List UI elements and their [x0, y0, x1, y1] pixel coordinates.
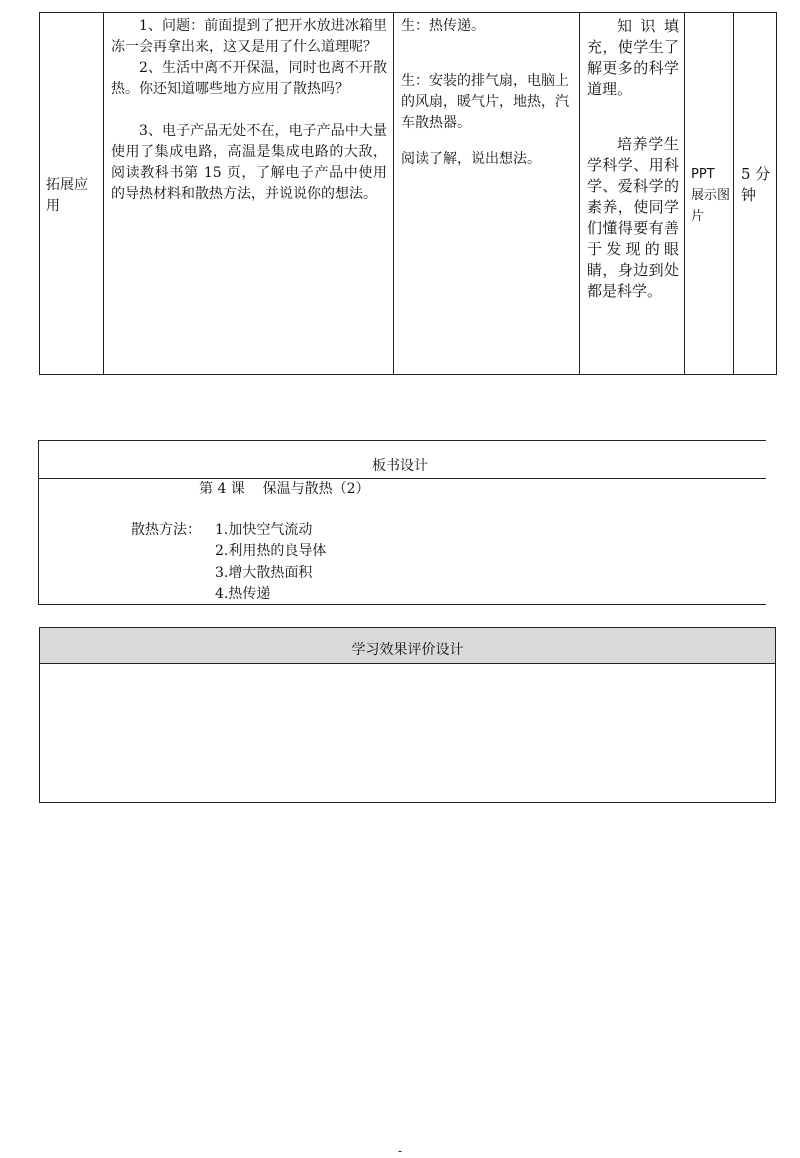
table-col-border [579, 12, 580, 375]
student-activities [401, 16, 575, 170]
teacher-activity-item: 1、问题：前面提到了把开水放进冰箱里冻一会再拿出来，这又是用了什么道理呢？ [111, 18, 387, 55]
page-number: - [398, 1144, 403, 1158]
board-divider [38, 478, 766, 479]
teacher-activity-item: 2、生活中离不开保温，同时也离不开散热。你还知道哪些地方应用了散热吗？ [111, 60, 387, 97]
evaluation-title: 学习效果评价设计 [351, 642, 464, 658]
student-activity-item: 生：安装的排气扇，电脑上的风扇，暖气片，地热，汽车散热器。 [401, 73, 569, 131]
methods-label: 散热方法： [131, 522, 201, 538]
board-bottom-border [38, 604, 766, 605]
blank-line [111, 100, 387, 121]
evaluation-top-border [39, 627, 776, 628]
student-activity-item: 阅读了解，说出想法。 [401, 151, 541, 167]
section-label: 拓展应用 [46, 177, 88, 214]
lesson-line: 第 4 课 保温与散热（2） [199, 481, 370, 497]
table-col-border [393, 12, 394, 375]
table-col-border [733, 12, 734, 375]
evaluation-body [40, 664, 775, 802]
design-intent-item: 培养学生学科学、用科学、爱科学的素养，使同学们懂得要有善于发现的眼睛，身边到处都是科学。 [587, 135, 679, 300]
table-top-border [39, 12, 777, 13]
table-col-border [776, 12, 777, 375]
evaluation-bottom-border [39, 802, 776, 803]
table-bottom-border [39, 374, 777, 375]
teacher-activities [111, 16, 387, 205]
design-intent-item: 知识填充，使学生了解更多的科学道理。 [587, 17, 679, 98]
time-cell: 5 分钟 [741, 165, 771, 204]
student-activity-item: 生：热传递。 [401, 18, 485, 34]
table-col-border [103, 12, 104, 375]
teacher-activity-item: 3、电子产品无处不在，电子产品中大量使用了集成电路，高温是集成电路的大敌，阅读教科书第 15 页，了解电子产品中使用的导热材料和散热方法，并说说你的想法。 [111, 123, 387, 202]
design-intent [587, 16, 679, 302]
media-cell: PPT 展示图片 [691, 167, 731, 224]
method-item: 3.增大散热面积 [215, 565, 313, 581]
method-item: 4.热传递 [215, 586, 271, 602]
board-design-title: 板书设计 [372, 458, 428, 474]
method-item: 2.利用热的良导体 [215, 543, 327, 559]
board-top-border [38, 440, 766, 441]
table-col-border [684, 12, 685, 375]
table-col-border [39, 12, 40, 375]
method-item: 1.加快空气流动 [215, 522, 313, 538]
